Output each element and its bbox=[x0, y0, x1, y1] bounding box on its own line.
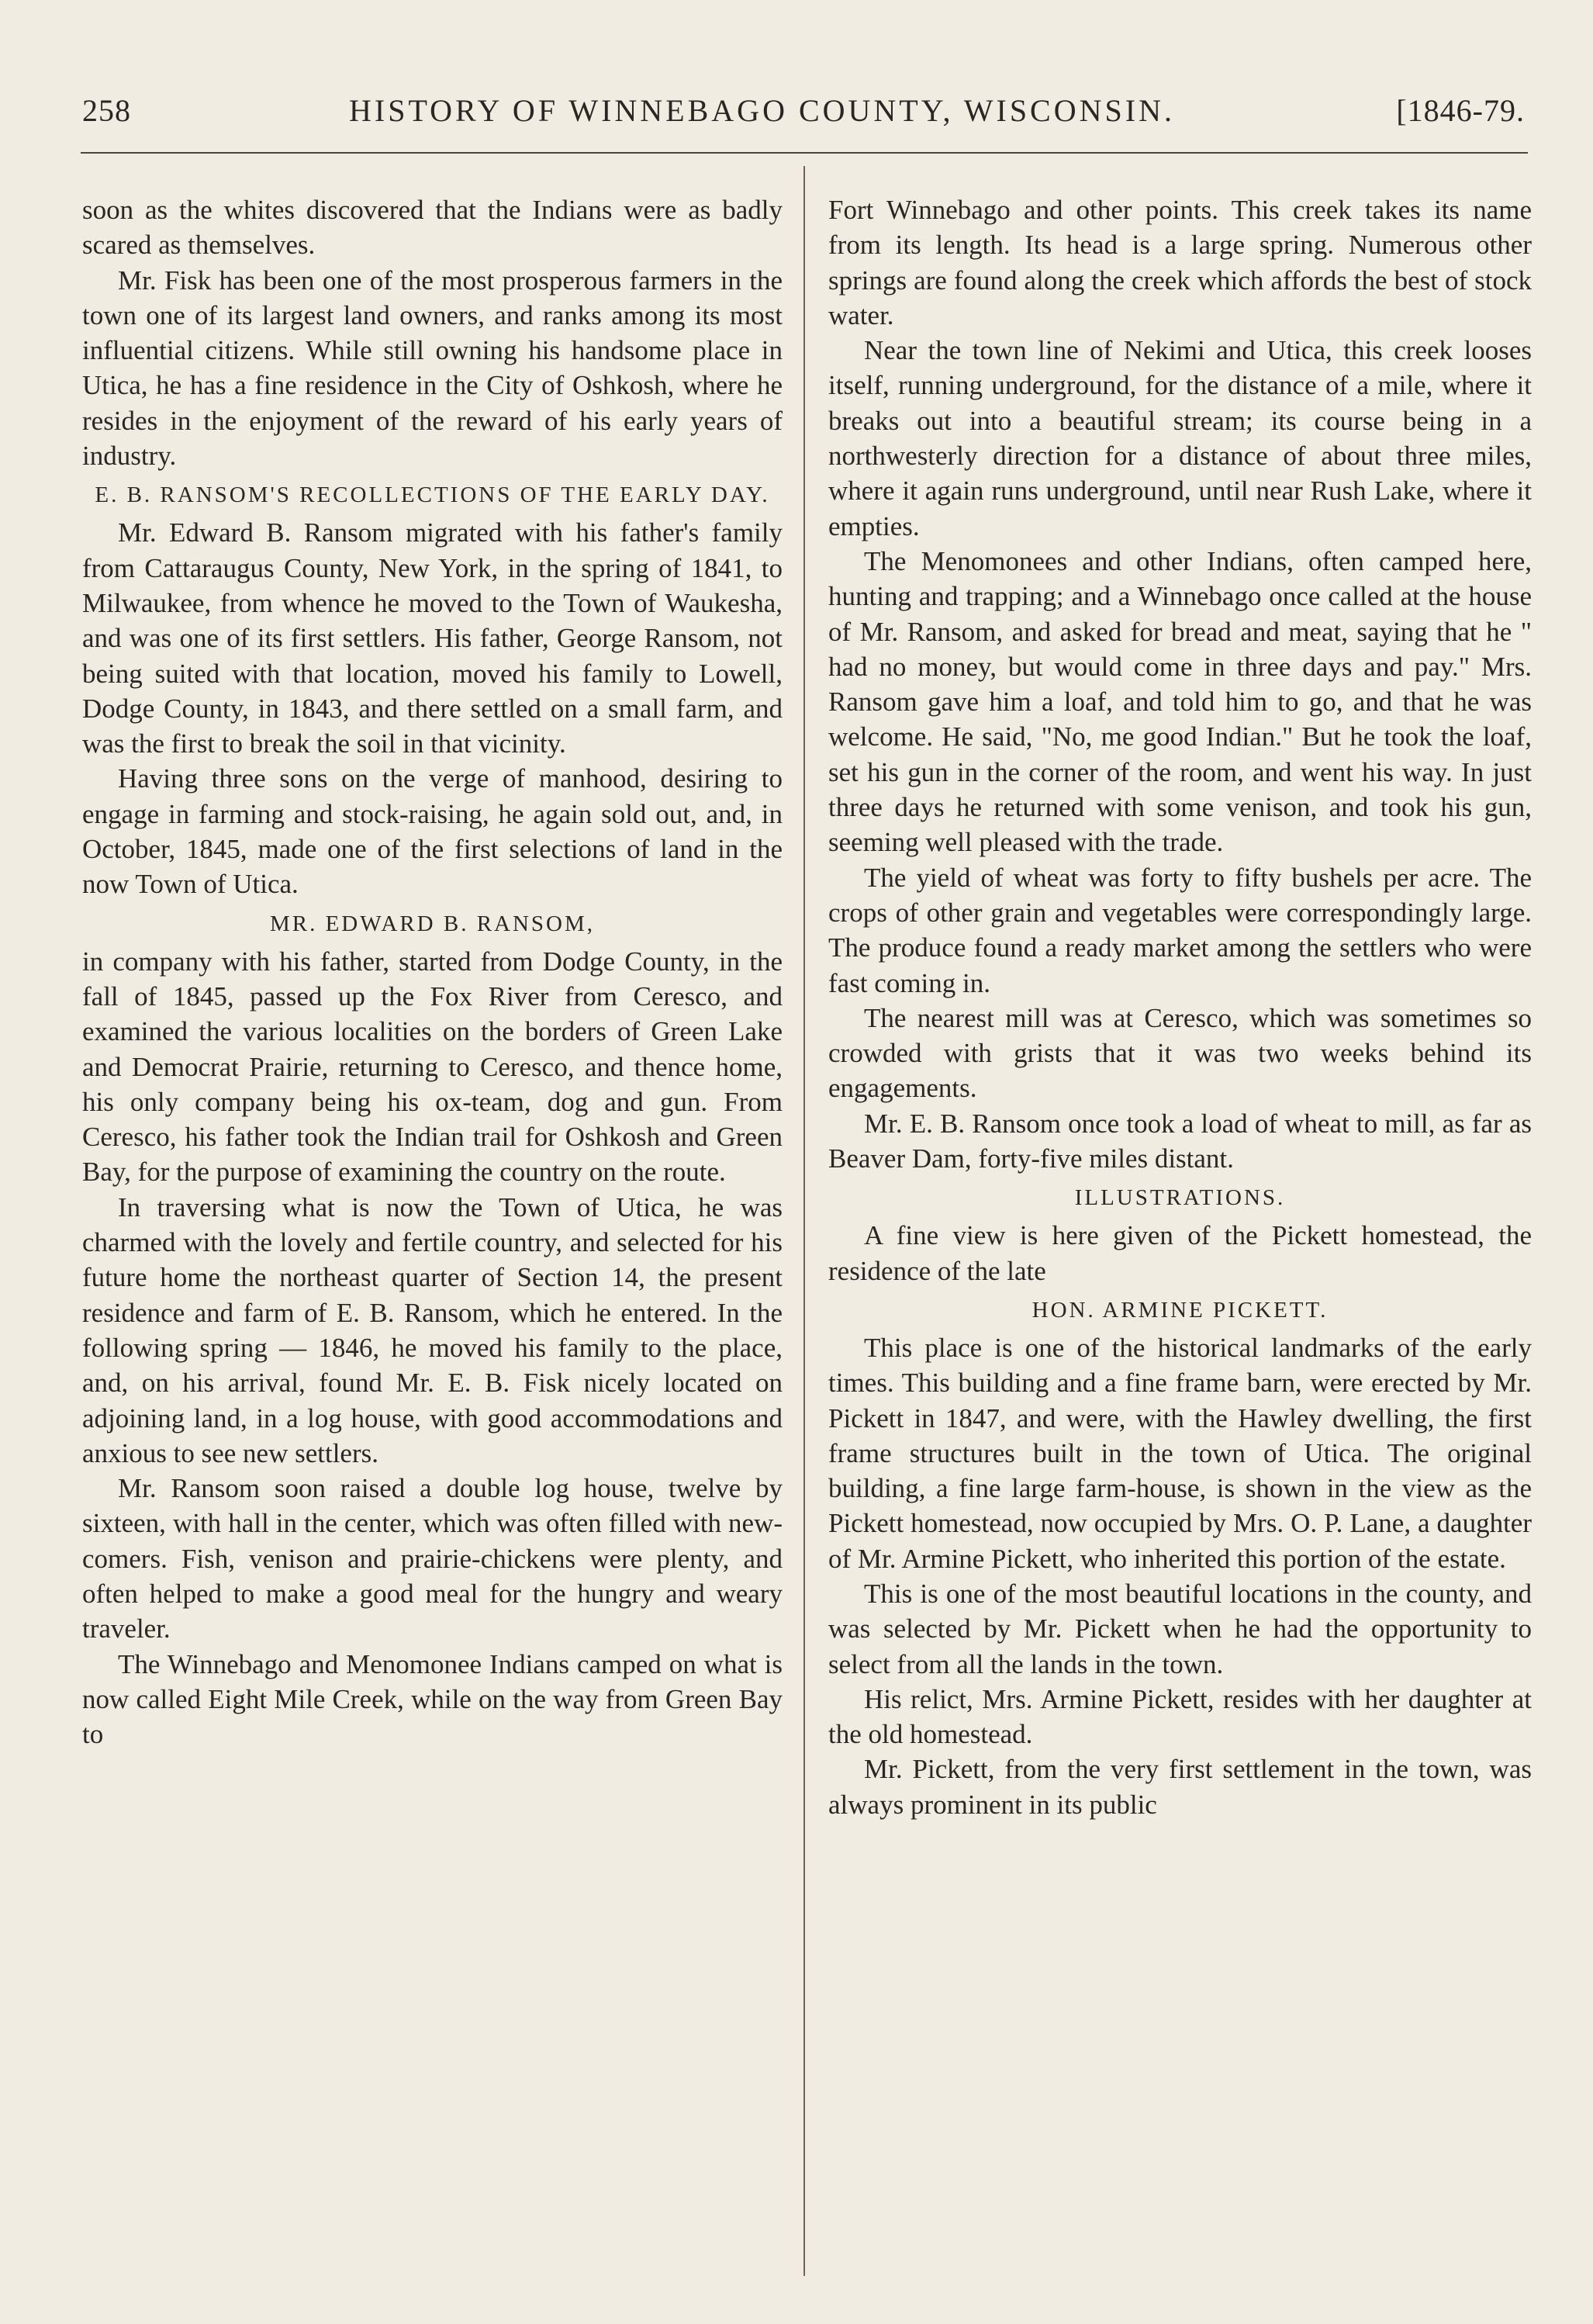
paragraph: soon as the whites discovered that the Indians were as badly scared as themselves. bbox=[82, 195, 783, 261]
column-divider bbox=[803, 166, 805, 2276]
year-range: [1846-79. bbox=[1396, 93, 1525, 128]
section-heading: E. B. RANSOM'S RECOLLECTIONS OF THE EARLY DAY. bbox=[95, 482, 770, 508]
paragraph: Mr. E. B. Ransom once took a load of wheat to mill, as far as Beaver Dam, forty-five miles distant. bbox=[828, 1108, 1532, 1174]
running-title: HISTORY OF WINNEBAGO COUNTY, WISCONSIN. bbox=[349, 93, 1175, 128]
paragraph: Mr. Edward B. Ransom migrated with his father's family from Cattaraugus County, New York, in the spring of 1841, to Milwaukee, from whence he moved to the Town of Waukesha, and was one of its first settlers. His father, George Ransom, not being suited with that location, moved his family to Lowell, Dodge County, in 1843, and there settled on a small farm, and was the first to break the soil in that vicinity. bbox=[82, 517, 783, 759]
paragraph: Having three sons on the verge of manhood, desiring to engage in farming and stock-raising, he again sold out, and, in October, 1845, made one of the first selections of land in the now Town of Utica. bbox=[82, 763, 783, 900]
paragraph: Fort Winnebago and other points. This creek takes its name from its length. Its head is a large spring. Numerous other springs are found along the creek which affords the best of stock water. bbox=[828, 195, 1532, 330]
running-header bbox=[0, 81, 1593, 136]
paragraph: A fine view is here given of the Pickett homestead, the residence of the late bbox=[828, 1220, 1532, 1286]
paragraph: The yield of wheat was forty to fifty bushels per acre. The crops of other grain and vegetables were correspondingly large. The produce found a ready market among the settlers who were fast coming in. bbox=[828, 862, 1532, 998]
paragraph: Mr. Fisk has been one of the most prosperous farmers in the town one of its largest land owners, and ranks among its most influential citizens. While still owning his handsome place in Utica, he has a fine residence in the City of Oshkosh, where he resides in the enjoyment of the reward of his early years of industry. bbox=[82, 265, 783, 472]
paragraph: in company with his father, started from Dodge County, in the fall of 1845, passed up the Fox River from Ceresco, and examined the various localities on the borders of Green Lake and Democrat Prairie, returning to Ceresco, and thence home, his only company being his ox-team, dog and gun. From Ceresco, his father took the Indian trail for Oshkosh and Green Bay, for the purpose of examining the country on the route. bbox=[82, 946, 783, 1188]
paragraph: Near the town line of Nekimi and Utica, this creek looses itself, running underground, for the distance of a mile, where it breaks out into a beautiful stream; its course being in a northwesterly direction for a distance of about three miles, where it again runs underground, until near Rush Lake, where it empties. bbox=[828, 335, 1532, 541]
paragraph: The Menomonees and other Indians, often camped here, hunting and trapping; and a Winnebago once called at the house of Mr. Ransom, and asked for bread and meat, saying that he " had no money, but would come in three days and pay." Mrs. Ransom gave him a loaf, and told him to go, and that he was welcome. He said, "No, me good Indian." But he took the loaf, set his gun in the corner of the room, and went his way. In just three days he returned with some venison, and took his gun, seeming well pleased with the trade. bbox=[828, 545, 1532, 858]
header-rule bbox=[81, 152, 1528, 154]
paragraph: The Winnebago and Menomonee Indians camped on what is now called Eight Mile Creek, while on the way from Green Bay to bbox=[82, 1648, 783, 1750]
right-column bbox=[828, 192, 1532, 1822]
section-heading: MR. EDWARD B. RANSOM, bbox=[269, 911, 596, 936]
section-heading: ILLUSTRATIONS. bbox=[1074, 1185, 1286, 1211]
left-column bbox=[82, 192, 783, 1752]
paragraph: Mr. Pickett, from the very first settlement in the town, was always prominent in its public bbox=[828, 1754, 1532, 1820]
paragraph: This place is one of the historical landmarks of the early times. This building and a fine frame barn, were erected by Mr. Pickett in 1847, and were, with the Hawley dwelling, the first frame structures built in the town of Utica. The original building, a fine large farm-house, is shown in the view as the Pickett homestead, now occupied by Mrs. O. P. Lane, a daughter of Mr. Armine Pickett, who inherited this portion of the estate. bbox=[828, 1332, 1532, 1574]
paragraph: This is one of the most beautiful locations in the county, and was selected by Mr. Pickett when he had the opportunity to select from all the lands in the town. bbox=[828, 1578, 1532, 1679]
paragraph: In traversing what is now the Town of Utica, he was charmed with the lovely and fertile country, and selected for his future home the northeast quarter of Section 14, the present residence and farm of E. B. Ransom, which he entered. In the following spring — 1846, he moved his family to the place, and, on his arrival, found Mr. E. B. Fisk nicely located on adjoining land, in a log house, with good accommodations and anxious to see new settlers. bbox=[82, 1191, 783, 1468]
section-heading: HON. ARMINE PICKETT. bbox=[1031, 1297, 1329, 1323]
paragraph: Mr. Ransom soon raised a double log house, twelve by sixteen, with hall in the center, which was often filled with new-comers. Fish, venison and prairie-chickens were plenty, and often helped to make a good meal for the hungry and weary traveler. bbox=[82, 1473, 783, 1644]
paragraph: The nearest mill was at Ceresco, which was sometimes so crowded with grists that it was two weeks behind its engagements. bbox=[828, 1002, 1532, 1104]
page-number: 258 bbox=[82, 93, 131, 128]
paragraph: His relict, Mrs. Armine Pickett, resides with her daughter at the old homestead. bbox=[828, 1683, 1532, 1750]
